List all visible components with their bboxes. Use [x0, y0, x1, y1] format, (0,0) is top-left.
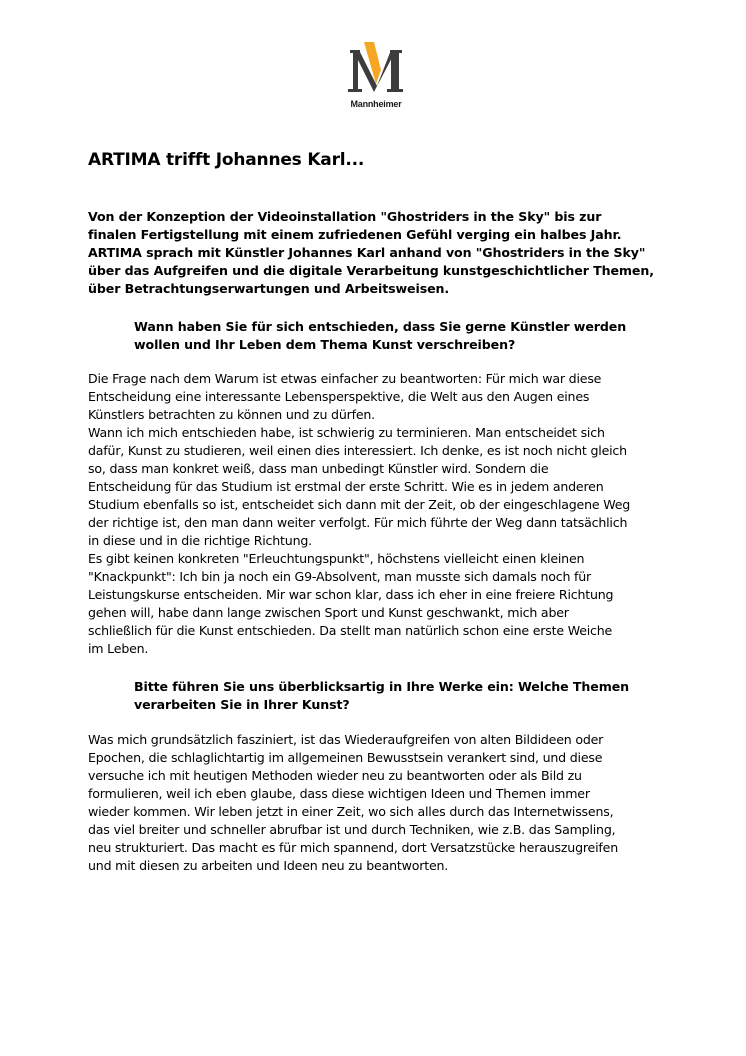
interview-question-2: Bitte führen Sie uns überblicksartig in Ihre Werke ein: Welche Themen verarbeiten Sie in Ihrer Kunst?: [134, 679, 630, 712]
article-intro: Von der Konzeption der Videoinstallation "Ghostriders in the Sky" bis zur finalen Fertigstellung mit einem zufriedenen Gefühl verging ein halbes Jahr. ARTIMA sprach mit Künstler Johannes Karl anhand von "Ghostriders in the Sky" über das Aufgreifen und die digitale Verarbeitung kunstgeschichtlicher Themen, über Betrachtungserwartungen und Arbeitsweisen.: [88, 209, 654, 296]
answer-paragraph: Was mich grundsätzlich fasziniert, ist das Wiederaufgreifen von alten Bildideen oder Epochen, die schlaglichtartig im allgemeinen Bewusstsein verankert sind, und diese versuche ich mit heutigen Methoden wieder neu zu beantworten oder als Bild zu formulieren, weil ich eben glaube, dass diese wichtigen Ideen und Themen immer wieder kommen. Wir leben jetzt in einer Zeit, wo sich alles durch das Internetwissens, das viel breiter und schneller abrufbar ist und durch Techniken, wie z.B. das Sampling, neu strukturiert. Das macht es für mich spannend, dort Versatzstücke herauszugreifen und mit diesen zu arbeiten und Ideen neu zu beantworten.: [88, 732, 618, 873]
interview-question-1: Wann haben Sie für sich entschieden, dass Sie gerne Künstler werden wollen und Ihr Leben dem Thema Kunst verschreiben?: [134, 319, 627, 352]
interview-answer-1: [88, 370, 688, 658]
answer-paragraph: Wann ich mich entschieden habe, ist schwierig zu terminieren. Man entscheidet sich dafür, Kunst zu studieren, weil einen dies interessiert. Ich denke, es ist noch nicht gleich so, dass man konkret weiß, dass man unbedingt Künstler wird. Sondern die Entscheidung für das Studium ist erstmal der erste Schritt. Wie es in jedem anderen Studium ebenfalls so ist, entscheidet sich dann mit der Zeit, ob der eingeschlagene Weg der richtige ist, den man dann weiter verfolgt. Für mich führte der Weg dann tatsächlich in diese und in die richtige Richtung.: [88, 425, 631, 548]
logo-caption: Mannheimer: [350, 99, 402, 109]
answer-paragraph: Es gibt keinen konkreten "Erleuchtungspunkt", höchstens vielleicht einen kleinen "Knackpunkt": Ich bin ja noch ein G9-Absolvent, man musste sich damals noch für Leistungskurse entscheiden. Mir war schon klar, dass ich eher in eine freiere Richtung gehen will, habe dann lange zwischen Sport und Kunst geschwankt, mich aber schließlich für die Kunst entschieden. Da stellt man natürlich schon eine erste Weiche im Leben.: [88, 551, 614, 656]
answer-paragraph: Die Frage nach dem Warum ist etwas einfacher zu beantworten: Für mich war diese Entscheidung eine interessante Lebensperspektive, die Welt aus den Augen eines Künstlers betrachten zu können und zu dürfen.: [88, 371, 602, 422]
mannheimer-logo: [336, 42, 416, 114]
mannheimer-m-logo-icon: [346, 42, 406, 98]
interview-answer-2: [88, 731, 688, 875]
article-title: ARTIMA trifft Johannes Karl...: [88, 150, 365, 170]
